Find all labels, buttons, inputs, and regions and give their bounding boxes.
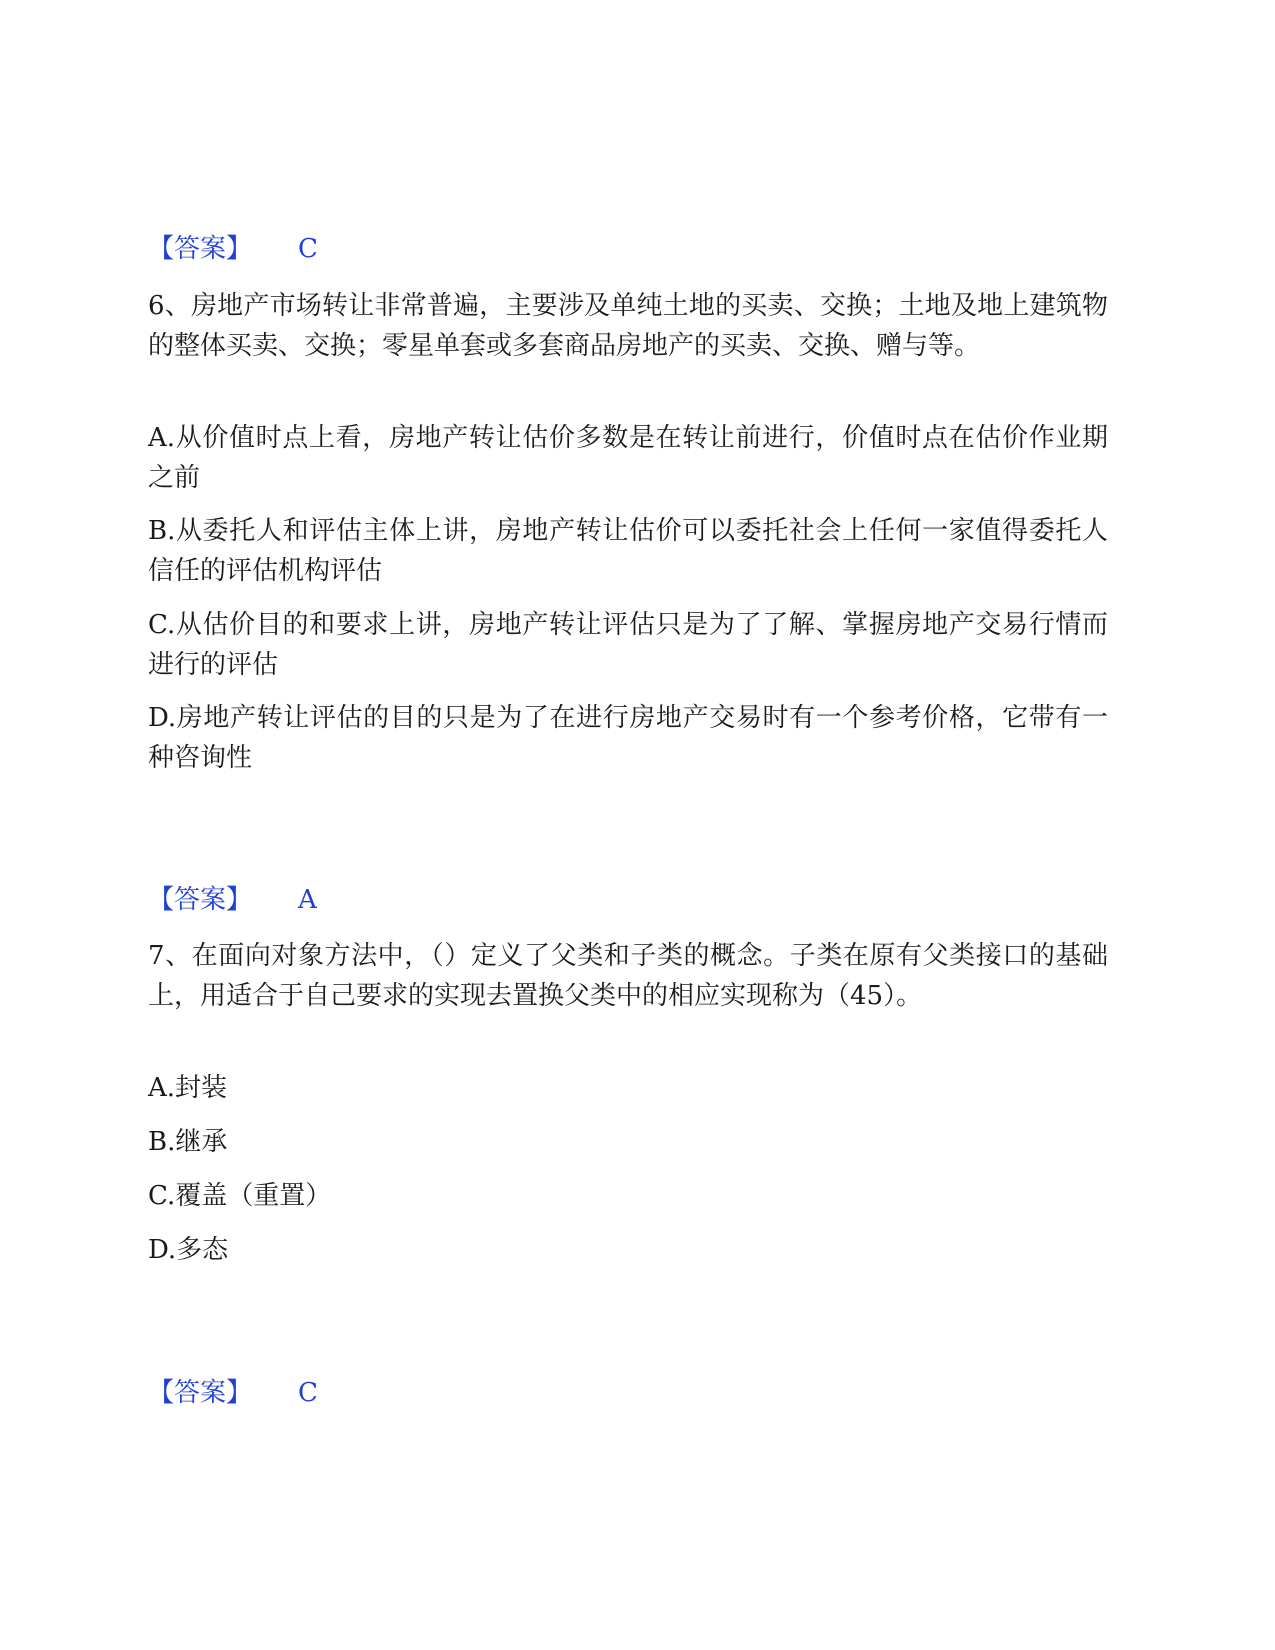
question-6-option-d: D.房地产转让评估的目的只是为了在进行房地产交易时有一个参考价格，它带有一种咨询性: [148, 703, 1108, 773]
answer-label: 【答案】: [148, 885, 253, 915]
answer-value: C: [298, 234, 318, 264]
question-7-option-b: B.继承: [148, 1127, 228, 1157]
answer-value: A: [298, 885, 317, 915]
question-7-option-c: C.覆盖（重置）: [148, 1181, 332, 1211]
answer-label: 【答案】: [148, 234, 253, 264]
answer-line: [148, 883, 317, 917]
question-6-option-b: B.从委托人和评估主体上讲，房地产转让估价可以委托社会上任何一家值得委托人信任的评估机构评估: [148, 516, 1108, 586]
question-7-stem: 7、在面向对象方法中，（）定义了父类和子类的概念。子类在原有父类接口的基础上，用适合于自己要求的实现去置换父类中的相应实现称为（45）。: [148, 941, 1108, 1011]
question-6-option-a: A.从价值时点上看，房地产转让估价多数是在转让前进行，价值时点在估价作业期之前: [148, 423, 1108, 493]
answer-line: [148, 1376, 318, 1410]
answer-line: [148, 232, 318, 266]
question-7-option-d: D.多态: [148, 1235, 229, 1265]
question-6-option-c: C.从估价目的和要求上讲，房地产转让评估只是为了了解、掌握房地产交易行情而进行的评估: [148, 610, 1108, 680]
question-7-option-a: A.封装: [148, 1073, 228, 1103]
answer-value: C: [298, 1378, 318, 1408]
answer-label: 【答案】: [148, 1378, 253, 1408]
question-6-stem: 6、房地产市场转让非常普遍，主要涉及单纯土地的买卖、交换；土地及地上建筑物的整体买卖、交换；零星单套或多套商品房地产的买卖、交换、赠与等。: [148, 291, 1108, 361]
